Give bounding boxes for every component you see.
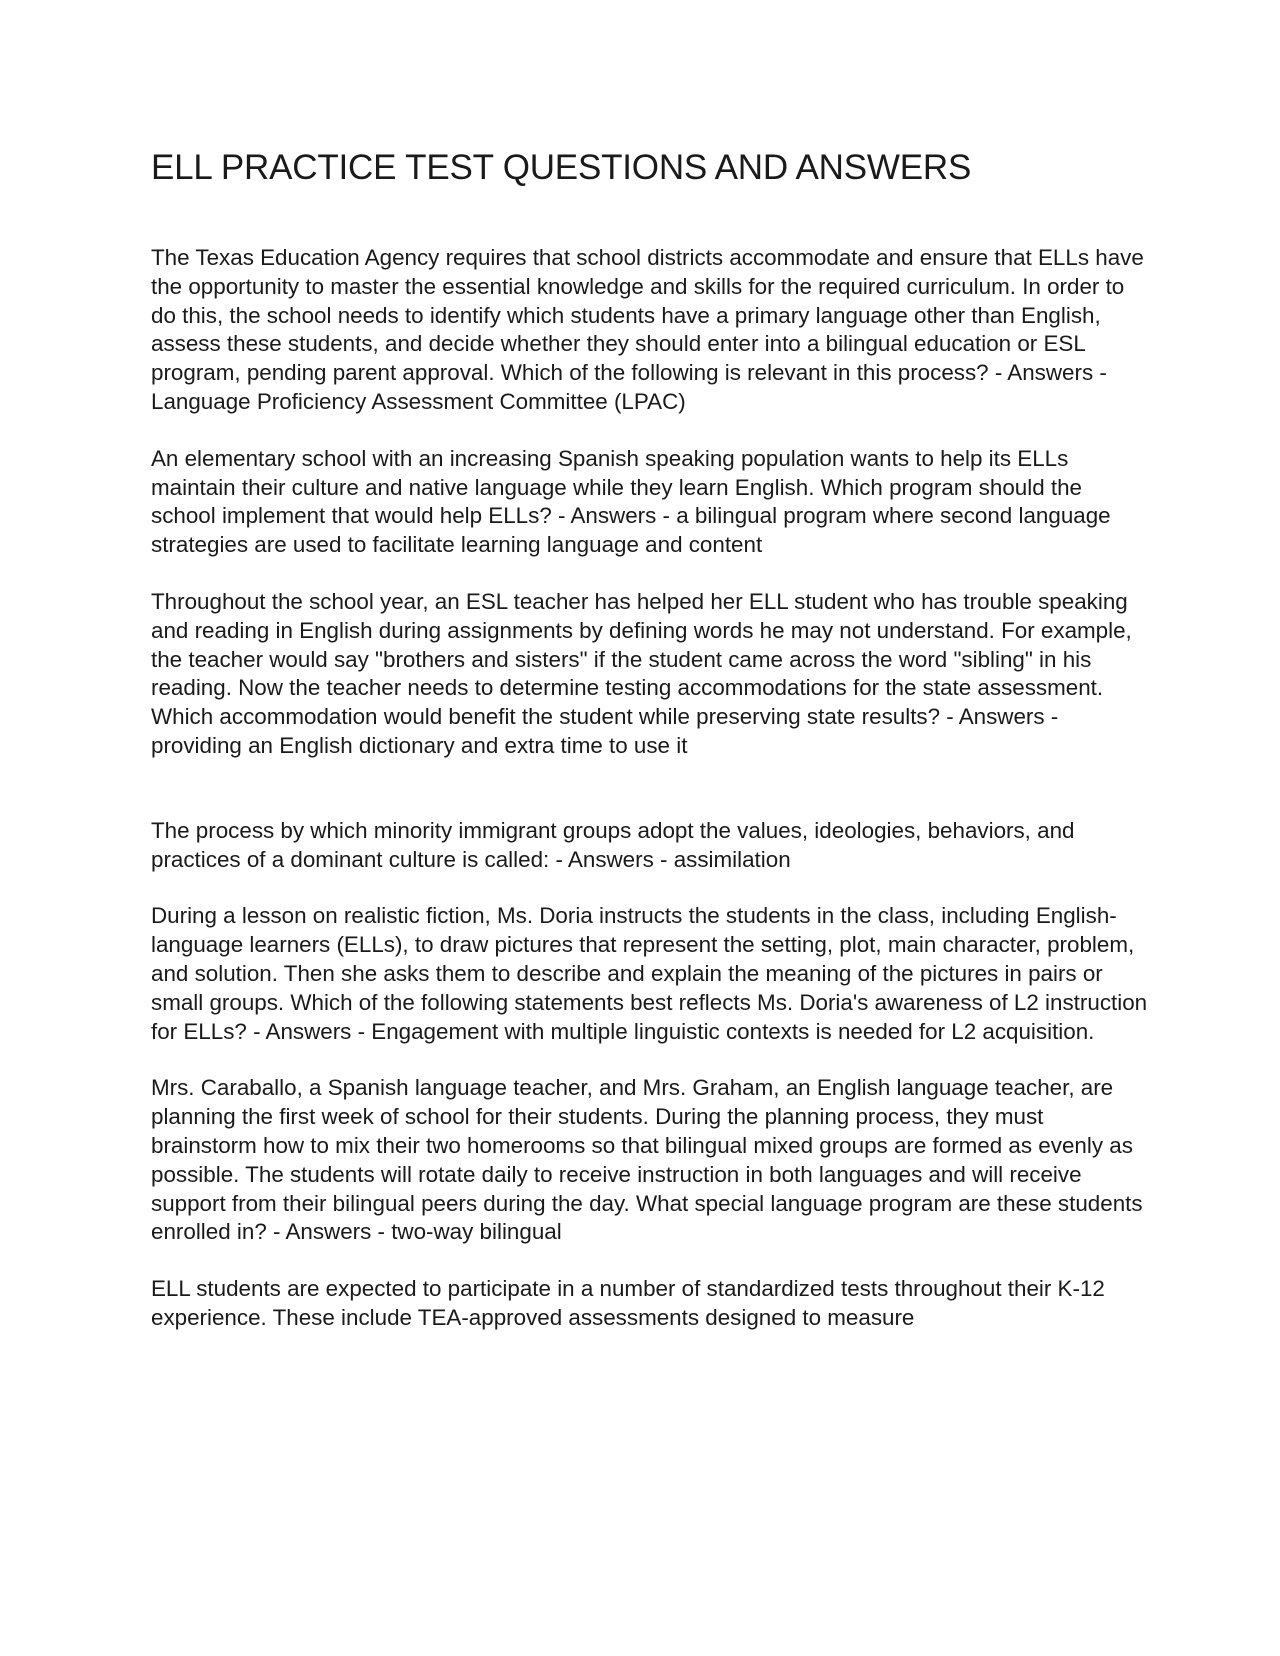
question-text: The Texas Education Agency requires that school districts accommodate and ensure that ELLs have the opportunity to master the essential knowledge and skills for the required curriculum. In order to do this, the school needs to identify which students have a primary language other than English, assess these students, and decide whether they should enter into a bilingual education or ESL program, pending parent approval. Which of the following is relevant in this process? xyxy=(151,245,1144,386)
answer-separator: - Answers - xyxy=(266,1219,392,1245)
answer-text: providing an English dictionary and extra time to use it xyxy=(151,732,688,758)
answer-separator: - Answers - xyxy=(988,360,1107,386)
qa-item xyxy=(151,902,1151,1046)
question-text: Throughout the school year, an ESL teacher has helped her ELL student who has trouble speaking and reading in English during assignments by defining words he may not understand. For example, the teacher would say "brothers and sisters" if the student came across the word "sibling" in his reading. Now the teacher needs to determine testing accommodations for the state assessment. Which accommodation would benefit the student while preserving state results? xyxy=(151,588,1132,730)
document-page xyxy=(151,146,1151,1361)
answer-text: Engagement with multiple linguistic contexts is needed for L2 acquisition. xyxy=(371,1018,1095,1044)
qa-item xyxy=(151,445,1151,560)
question-text: Mrs. Caraballo, a Spanish language teacher, and Mrs. Graham, an English language teacher, are planning the first week of school for their students. During the planning process, they must brainstorm how to mix their two homerooms so that bilingual mixed groups are formed as evenly as possible. The students will rotate daily to receive instruction in both languages and will receive support from their bilingual peers during the day. What special language program are these students enrolled in? xyxy=(151,1075,1143,1245)
qa-item xyxy=(151,817,1151,875)
answer-text: a bilingual program where second language strategies are used to facilitate learning language and content xyxy=(151,503,1111,558)
answer-text: two-way bilingual xyxy=(391,1219,562,1245)
answer-separator: - Answers - xyxy=(940,704,1059,730)
answer-text: assimilation xyxy=(673,846,791,872)
qa-item xyxy=(151,1275,1151,1333)
question-text: During a lesson on realistic fiction, Ms. Doria instructs the students in the class, including English-language learners (ELLs), to draw pictures that represent the setting, plot, main character, problem, and solution. Then she asks them to describe and explain the meaning of the pictures in pairs or small groups. Which of the following statements best reflects Ms. Doria's awareness of L2 instruction for ELLs? xyxy=(151,903,1148,1044)
document-title: ELL PRACTICE TEST QUESTIONS AND ANSWERS xyxy=(151,148,972,187)
answer-separator: - Answers - xyxy=(549,846,674,872)
answer-separator: - Answers - xyxy=(551,503,677,529)
qa-item xyxy=(151,244,1151,417)
qa-list xyxy=(151,244,1151,1333)
question-text: ELL students are expected to participate in a number of standardized tests throughout their K-12 experience. These include TEA-approved assessments designed to measure xyxy=(151,1276,1105,1330)
qa-item xyxy=(151,588,1151,761)
question-text: The process by which minority immigrant groups adopt the values, ideologies, behaviors, and practices of a dominant culture is called: xyxy=(151,817,1075,872)
answer-text: Language Proficiency Assessment Committee (LPAC) xyxy=(151,388,686,414)
answer-separator: - Answers - xyxy=(246,1018,372,1044)
question-text: An elementary school with an increasing Spanish speaking population wants to help its ELLs maintain their culture and native language while they learn English. Which program should the school implement that would help ELLs? xyxy=(151,445,1082,529)
qa-item xyxy=(151,1074,1151,1247)
